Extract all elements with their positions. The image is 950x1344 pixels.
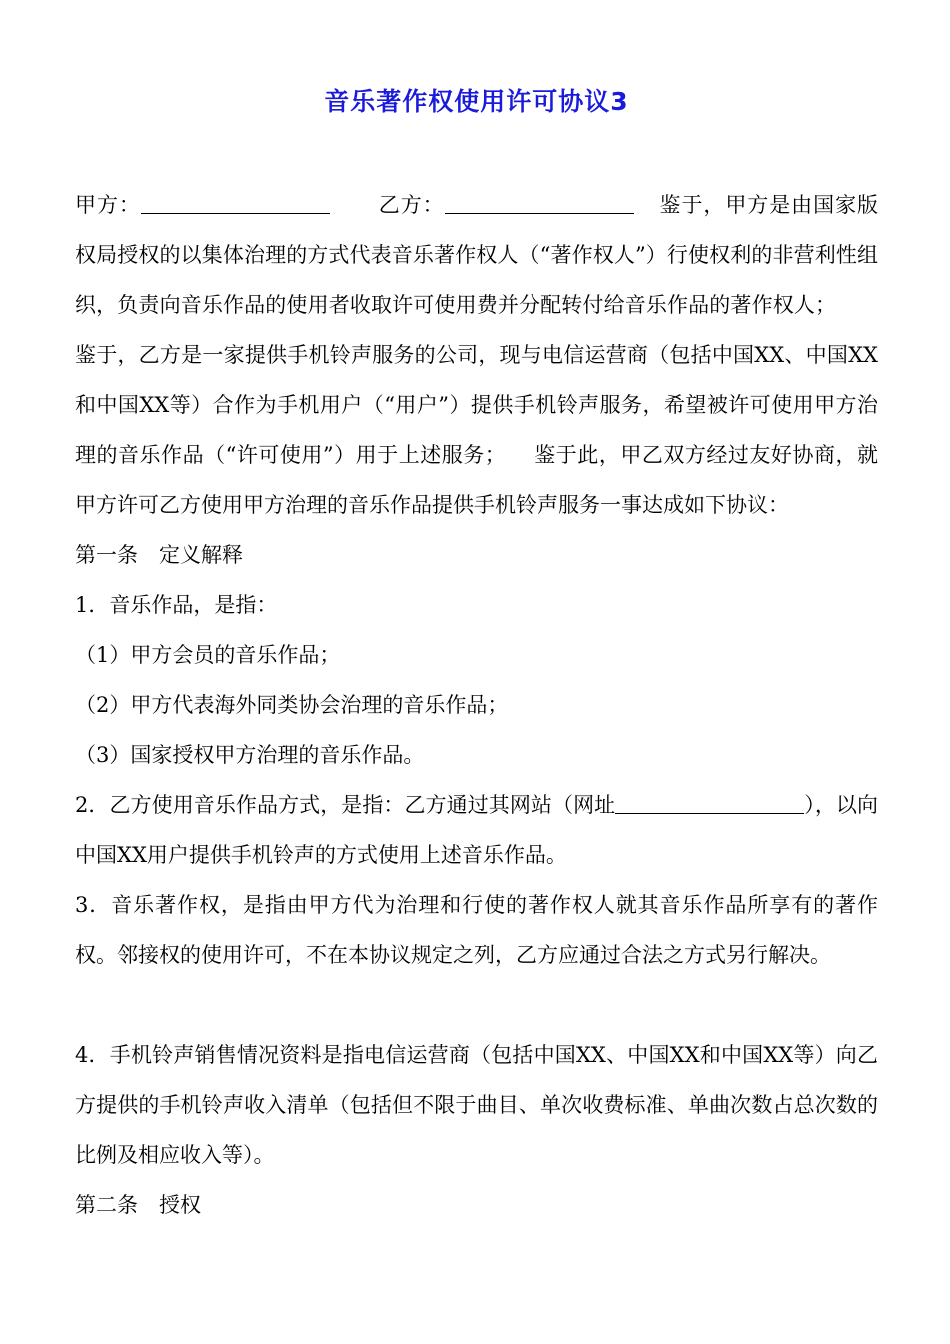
preamble-recital-2: 鉴于，乙方是一家提供手机铃声服务的公司，现与电信运营商（包括中国XX、中国XX和中国XX等）合作为手机用户（“用户”）提供手机铃声服务，希望被许可使用甲方治理的音乐作品（“许可使用”）用于上述服务； bbox=[75, 343, 878, 467]
party-a-blank bbox=[141, 187, 330, 214]
definition-item-1-sub-3: （3）国家授权甲方治理的音乐作品。 bbox=[75, 743, 425, 767]
document-title: 音乐著作权使用许可协议3 bbox=[324, 87, 629, 116]
party-b-label: 乙方： bbox=[377, 193, 445, 217]
preamble-recital-3: 鉴于此，甲乙双方经过友好协商，就甲方许可乙方使用甲方治理的音乐作品提供手机铃声服务一事达成如下协议： bbox=[75, 443, 878, 517]
definition-item-4: 4．手机铃声销售情况资料是指电信运营商（包括中国XX、中国XX和中国XX等）向乙方提供的手机铃声收入清单（包括但不限于曲目、单次收费标准、单曲次数占总次数的比例及相应收入等）。 bbox=[75, 1043, 878, 1167]
article-2-heading: 第二条 授权 bbox=[75, 1193, 201, 1217]
party-b-blank bbox=[445, 187, 634, 214]
definition-item-1-sub-1: （1）甲方会员的音乐作品； bbox=[75, 643, 341, 667]
definition-item-2 bbox=[75, 780, 878, 880]
preamble-recital-1: 鉴于，甲方是由国家版权局授权的以集体治理的方式代表音乐著作权人（“著作权人”）行使权利的非营利性组织，负责向音乐作品的使用者收取许可使用费并分配转付给音乐作品的著作权人； bbox=[75, 193, 879, 317]
document-body bbox=[75, 180, 878, 1230]
definition-item-2-end: ），以向中国XX用户提供手机铃声的方式使用上述音乐作品。 bbox=[75, 793, 879, 867]
article-1-heading: 第一条 定义解释 bbox=[75, 543, 243, 567]
definition-item-3: 3．音乐著作权，是指由甲方代为治理和行使的著作权人就其音乐作品所享有的著作权。邻接权的使用许可，不在本协议规定之列，乙方应通过合法之方式另行解决。 bbox=[75, 893, 878, 967]
paragraph-spacer bbox=[75, 980, 878, 1030]
definition-item-2-start: 2．乙方使用音乐作品方式，是指：乙方通过其网站（网址 bbox=[75, 793, 616, 817]
preamble-paragraph bbox=[75, 180, 878, 530]
definition-item-1-sub-2: （2）甲方代表海外同类协会治理的音乐作品； bbox=[75, 693, 509, 717]
definition-item-1: 1．音乐作品，是指： bbox=[75, 593, 278, 617]
party-a-label: 甲方： bbox=[75, 193, 141, 217]
website-url-blank bbox=[615, 787, 804, 814]
